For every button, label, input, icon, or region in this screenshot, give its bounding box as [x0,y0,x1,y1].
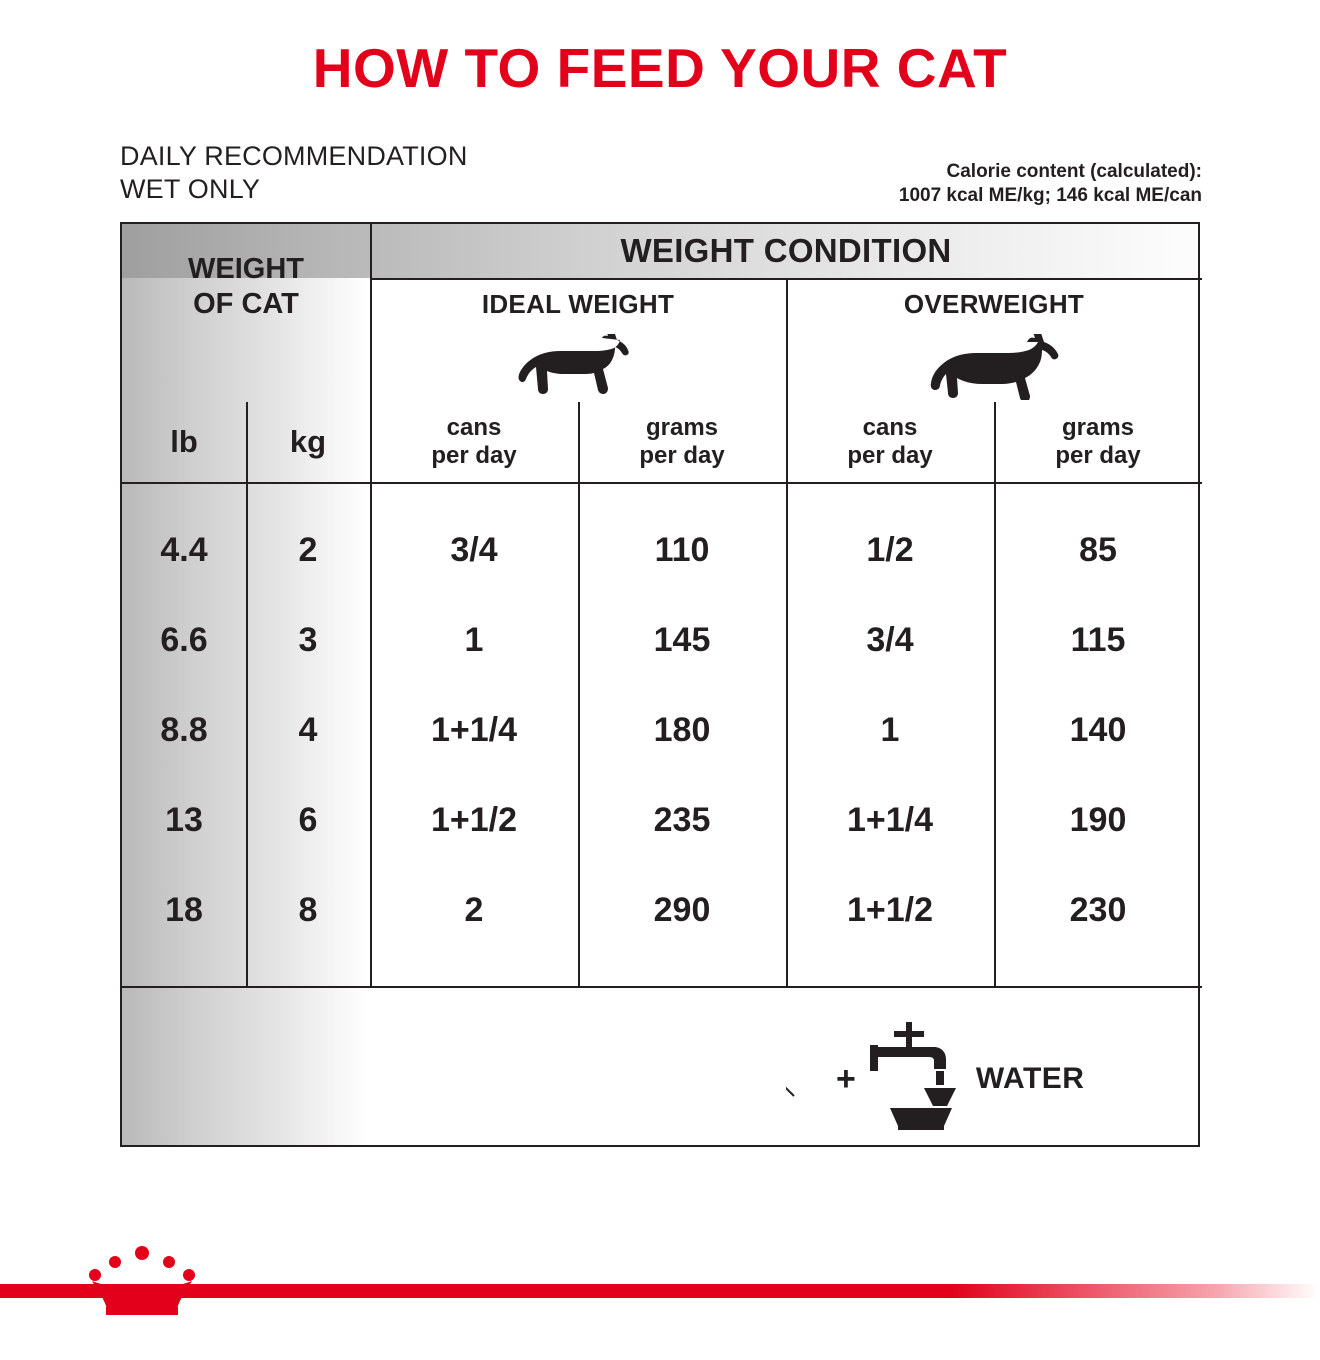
header-ideal-grams-per-day [578,402,786,482]
table-row: 1 [464,620,484,659]
header-lb: lb [170,424,198,460]
daily-recommendation-line1: DAILY RECOMMENDATION [120,140,468,171]
table-row: 230 [1069,890,1127,929]
table-row: 6.6 [160,620,208,659]
water-section [786,986,1202,1147]
daily-recommendation-line2: WET ONLY [120,173,261,204]
table-row: 1+1/2 [430,800,518,839]
table-row: 8 [298,890,318,929]
table-row: 145 [653,620,711,659]
header-ideal-cans-line2: per day [431,442,517,470]
royal-canin-crown-logo [82,1245,202,1320]
table-row: 110 [654,530,710,569]
table-row: 1 [880,710,900,749]
header-weight-of-cat-line1: WEIGHT [188,253,304,286]
table-row: 1+1/4 [430,710,518,749]
header-over-grams-line2: per day [1055,442,1141,470]
header-overweight: OVERWEIGHT [903,288,1085,319]
feeding-table [120,222,1200,1147]
table-row: 115 [1070,620,1126,659]
table-row: 1+1/4 [846,800,934,839]
table-row: 3/4 [450,530,498,569]
table-row: 4 [298,710,318,749]
header-ideal-weight: IDEAL WEIGHT [481,288,675,319]
cat-overweight-icon [786,332,1202,402]
cat-ideal-icon [370,332,786,402]
calorie-content [899,160,1202,209]
table-row: 140 [1069,710,1127,749]
header-ideal-grams-line1: grams [645,413,719,441]
table-row: 18 [165,890,203,929]
water-plus-sign: + [836,1059,856,1098]
table-row: 1+1/2 [846,890,934,929]
subheader-row [0,140,1320,209]
table-row: 3 [298,620,318,659]
table-row: 2 [298,530,318,569]
header-ideal-cans-per-day [370,402,578,482]
header-over-cans-line2: per day [847,442,933,470]
header-over-cans-line1: cans [862,413,918,441]
table-row: 4.4 [160,530,208,569]
header-ideal-cans-line1: cans [446,413,502,441]
table-row: 190 [1069,800,1127,839]
table-row: 85 [1079,530,1117,569]
table-row: 6 [298,800,318,839]
table-row: 1/2 [866,530,914,569]
header-over-grams-per-day [994,402,1202,482]
divider-under-subheaders [122,482,1202,484]
header-kg: kg [289,424,327,460]
table-row: 2 [464,890,484,929]
water-row [836,1022,1084,1135]
header-over-grams-line1: grams [1061,413,1135,441]
page-title: HOW TO FEED YOUR CAT [312,37,1008,99]
header-weight-of-cat [122,242,370,332]
table-row: 235 [653,800,711,839]
table-row: 180 [653,710,711,749]
daily-recommendation [120,140,468,206]
calorie-content-line1: Calorie content (calculated): [946,160,1202,182]
header-weight-condition: WEIGHT CONDITION [620,232,952,270]
table-row: 290 [653,890,711,929]
table-row: 3/4 [866,620,914,659]
table-border [120,222,1200,1147]
water-label: WATER [975,1061,1085,1095]
table-row: 8.8 [160,710,208,749]
faucet-icon [870,1022,962,1135]
table-row: 13 [165,800,203,839]
header-weight-of-cat-line2: OF CAT [193,288,299,321]
header-over-cans-per-day [786,402,994,482]
header-ideal-grams-line2: per day [639,442,725,470]
calorie-content-line2: 1007 kcal ME/kg; 146 kcal ME/can [898,185,1202,207]
